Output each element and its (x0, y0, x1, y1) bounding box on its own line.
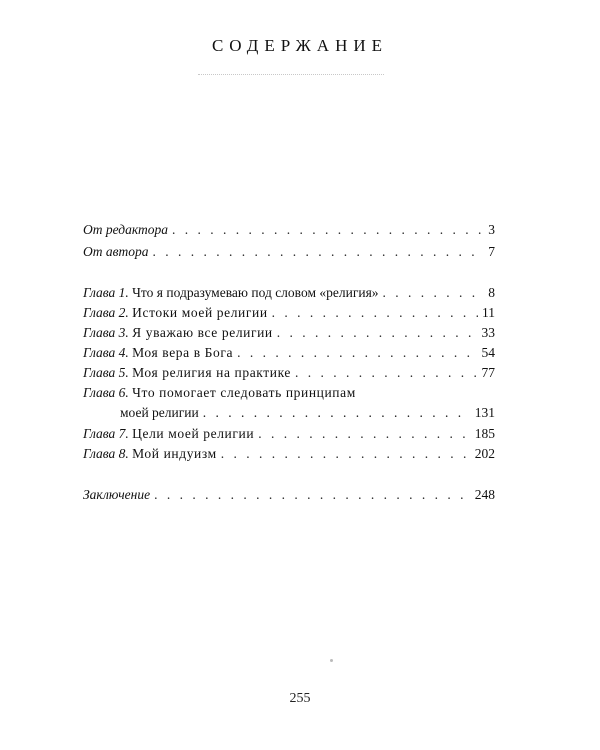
toc-leader-dots (277, 325, 478, 341)
toc-chapter-prefix: Глава 1. (83, 285, 129, 300)
scan-speck (330, 659, 333, 662)
toc-leader-dots (152, 244, 484, 260)
toc-entry-page: 8 (488, 285, 495, 300)
toc-chapter-prefix: Глава 3. (83, 325, 129, 340)
toc-chapter-prefix: Глава 7. (83, 426, 129, 441)
toc-entry-chapter-7[interactable] (83, 426, 495, 446)
toc-entry-label-continuation: моей религии (120, 405, 199, 420)
toc-chapter-prefix: Глава 8. (83, 446, 129, 461)
toc-chapter-prefix: Глава 2. (83, 305, 129, 320)
toc-entry-page: 131 (474, 405, 495, 420)
toc-leader-dots (295, 365, 477, 381)
toc-entry-page: 248 (474, 487, 495, 502)
toc-leader-dots (203, 405, 471, 421)
toc-leader-dots (221, 446, 471, 462)
toc-entry-page: 3 (488, 222, 495, 237)
toc-chapter-prefix: Глава 6. (83, 385, 129, 400)
toc-entry-chapter-5[interactable] (83, 365, 495, 385)
toc-entry-chapter-6-continuation[interactable] (120, 405, 495, 425)
toc-entry-label: Заключение (83, 487, 151, 502)
toc-leader-dots (172, 222, 484, 238)
toc-entry-label: От редактора (83, 222, 168, 237)
toc-entry-label: Мой индуизм (132, 446, 217, 461)
toc-entry-chapter-4[interactable] (83, 345, 495, 365)
toc-entry-conclusion[interactable] (83, 487, 495, 507)
toc-entry-chapter-8[interactable] (83, 446, 495, 466)
toc-entry-label: Истоки моей религии (132, 305, 268, 320)
toc-entry-label: Что помогает следовать принципам (132, 385, 356, 400)
toc-entry-chapter-2[interactable] (83, 305, 495, 325)
toc-leader-dots (272, 305, 478, 321)
toc-entry-page: 202 (474, 446, 495, 461)
toc-leader-dots (154, 487, 471, 503)
toc-entry-label: Моя религия на практике (132, 365, 292, 380)
toc-entry-page: 11 (482, 305, 495, 320)
toc-entry-label: Моя вера в Бога (132, 345, 234, 360)
toc-entry-label: Я уважаю все религии (132, 325, 273, 340)
toc-entry-page: 77 (481, 365, 495, 380)
page-title: СОДЕРЖАНИЕ (211, 36, 389, 55)
toc-leader-dots (258, 426, 471, 442)
toc-entry-chapter-6[interactable] (83, 385, 495, 405)
toc-entry-label: От автора (83, 244, 149, 259)
toc-leader-dots (383, 285, 485, 301)
toc-entry-from-editor[interactable] (83, 222, 495, 242)
toc-entry-page: 7 (488, 244, 495, 259)
toc-chapter-prefix: Глава 4. (83, 345, 129, 360)
toc-chapter-prefix: Глава 5. (83, 365, 129, 380)
toc-entry-from-author[interactable] (83, 244, 495, 264)
toc-entry-page: 185 (474, 426, 495, 441)
page-number: 255 (289, 691, 311, 706)
toc-entry-chapter-1[interactable] (83, 285, 495, 305)
toc-entry-label: Цели моей религии (132, 426, 255, 441)
toc-entry-chapter-3[interactable] (83, 325, 495, 345)
toc-entry-page: 54 (481, 345, 495, 360)
toc-entry-page: 33 (481, 325, 495, 340)
toc-leader-dots (237, 345, 477, 361)
toc-entry-label: Что я подразумеваю под словом «религия» (132, 285, 379, 300)
